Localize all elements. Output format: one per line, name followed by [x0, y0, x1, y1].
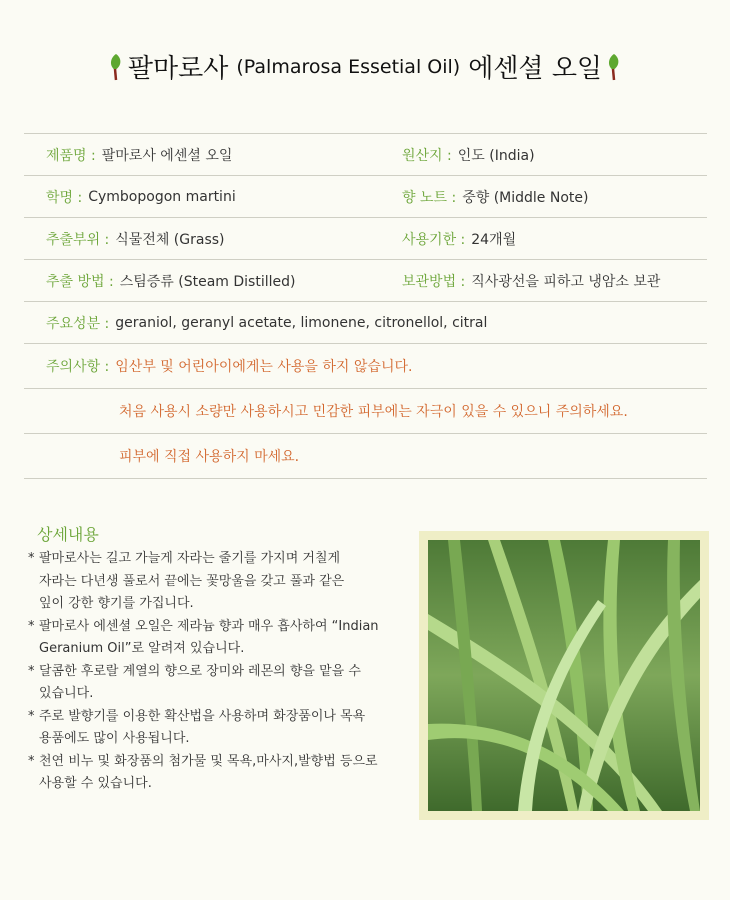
product-name-value: 팔마로사 에센셜 오일: [101, 147, 233, 164]
detail-item: * 달콤한 후로랄 계열의 향으로 장미와 레몬의 향을 맡을 수 있습니다.: [28, 663, 361, 701]
ingredients-value: geraniol, geranyl acetate, limonene, citronellol, citral: [115, 314, 488, 331]
origin-label: 원산지 :: [402, 147, 452, 164]
detail-item: * 주로 발향기를 이용한 확산법을 사용하며 화장품이나 목욕 용품에도 많이 사용됩니다.: [28, 708, 366, 746]
origin-value: 인도 (India): [457, 147, 535, 164]
leaf-icon: [606, 52, 622, 82]
note-value: 중향 (Middle Note): [462, 189, 589, 206]
storage-label: 보관방법 :: [402, 273, 466, 290]
product-name-label: 제품명 :: [46, 147, 96, 164]
caution-line: 피부에 직접 사용하지 마세요.: [119, 449, 300, 465]
title-korean: 팔마로사: [127, 54, 229, 84]
caution-row: [24, 389, 707, 434]
detail-item: * 팔마로사는 길고 가늘게 자라는 줄기를 가지며 거칠게 자라는 다년생 풀로서 끝에는 꽃망울을 갖고 풀과 같은 잎이 강한 향기를 가집니다.: [28, 551, 345, 611]
scientific-name-value: Cymbopogon martini: [88, 188, 236, 205]
extraction-method-label: 추출 방법 :: [46, 273, 114, 290]
extraction-part-label: 추출부위 :: [46, 231, 110, 248]
caution-label: 주의사항 :: [46, 359, 110, 375]
info-row: [24, 218, 707, 260]
ingredients-label: 주요성분 :: [46, 315, 110, 332]
product-info-table: [24, 133, 707, 479]
palmarosa-grass-photo: [428, 540, 700, 811]
photo-frame: [419, 531, 709, 820]
info-row: [24, 134, 707, 176]
leaf-icon: [108, 52, 124, 82]
caution-line: 처음 사용시 소량만 사용하시고 민감한 피부에는 자극이 있을 수 있으니 주의하세요.: [119, 404, 628, 420]
shelf-life-label: 사용기한 :: [402, 231, 466, 248]
title-english: (Palmarosa Essetial Oil): [236, 55, 461, 78]
caution-row: [24, 434, 707, 479]
scientific-name-label: 학명 :: [46, 189, 83, 206]
caution-line: 임산부 및 어린아이에게는 사용을 하지 않습니다.: [115, 359, 413, 375]
page-title: [0, 48, 730, 85]
ingredients-row: [24, 302, 707, 344]
storage-value: 직사광선을 피하고 냉암소 보관: [471, 273, 661, 290]
detail-item: * 팔마로사 에센셜 오일은 제라늄 향과 매우 흡사하여 “Indian Geranium Oil”로 알려져 있습니다.: [28, 618, 379, 656]
shelf-life-value: 24개월: [471, 231, 517, 248]
note-label: 향 노트 :: [402, 189, 457, 206]
info-row: [24, 260, 707, 302]
extraction-part-value: 식물전체 (Grass): [115, 231, 225, 248]
details-list: [28, 548, 418, 796]
info-row: [24, 176, 707, 218]
caution-row: [24, 344, 707, 389]
extraction-method-value: 스팀증류 (Steam Distilled): [119, 273, 296, 290]
detail-item: * 천연 비누 및 화장품의 첨가물 및 목욕,마사지,발향법 등으로 사용할 수 있습니다.: [28, 753, 378, 791]
details-heading: 상세내용: [37, 525, 99, 544]
title-suffix: 에센셜 오일: [468, 54, 603, 84]
